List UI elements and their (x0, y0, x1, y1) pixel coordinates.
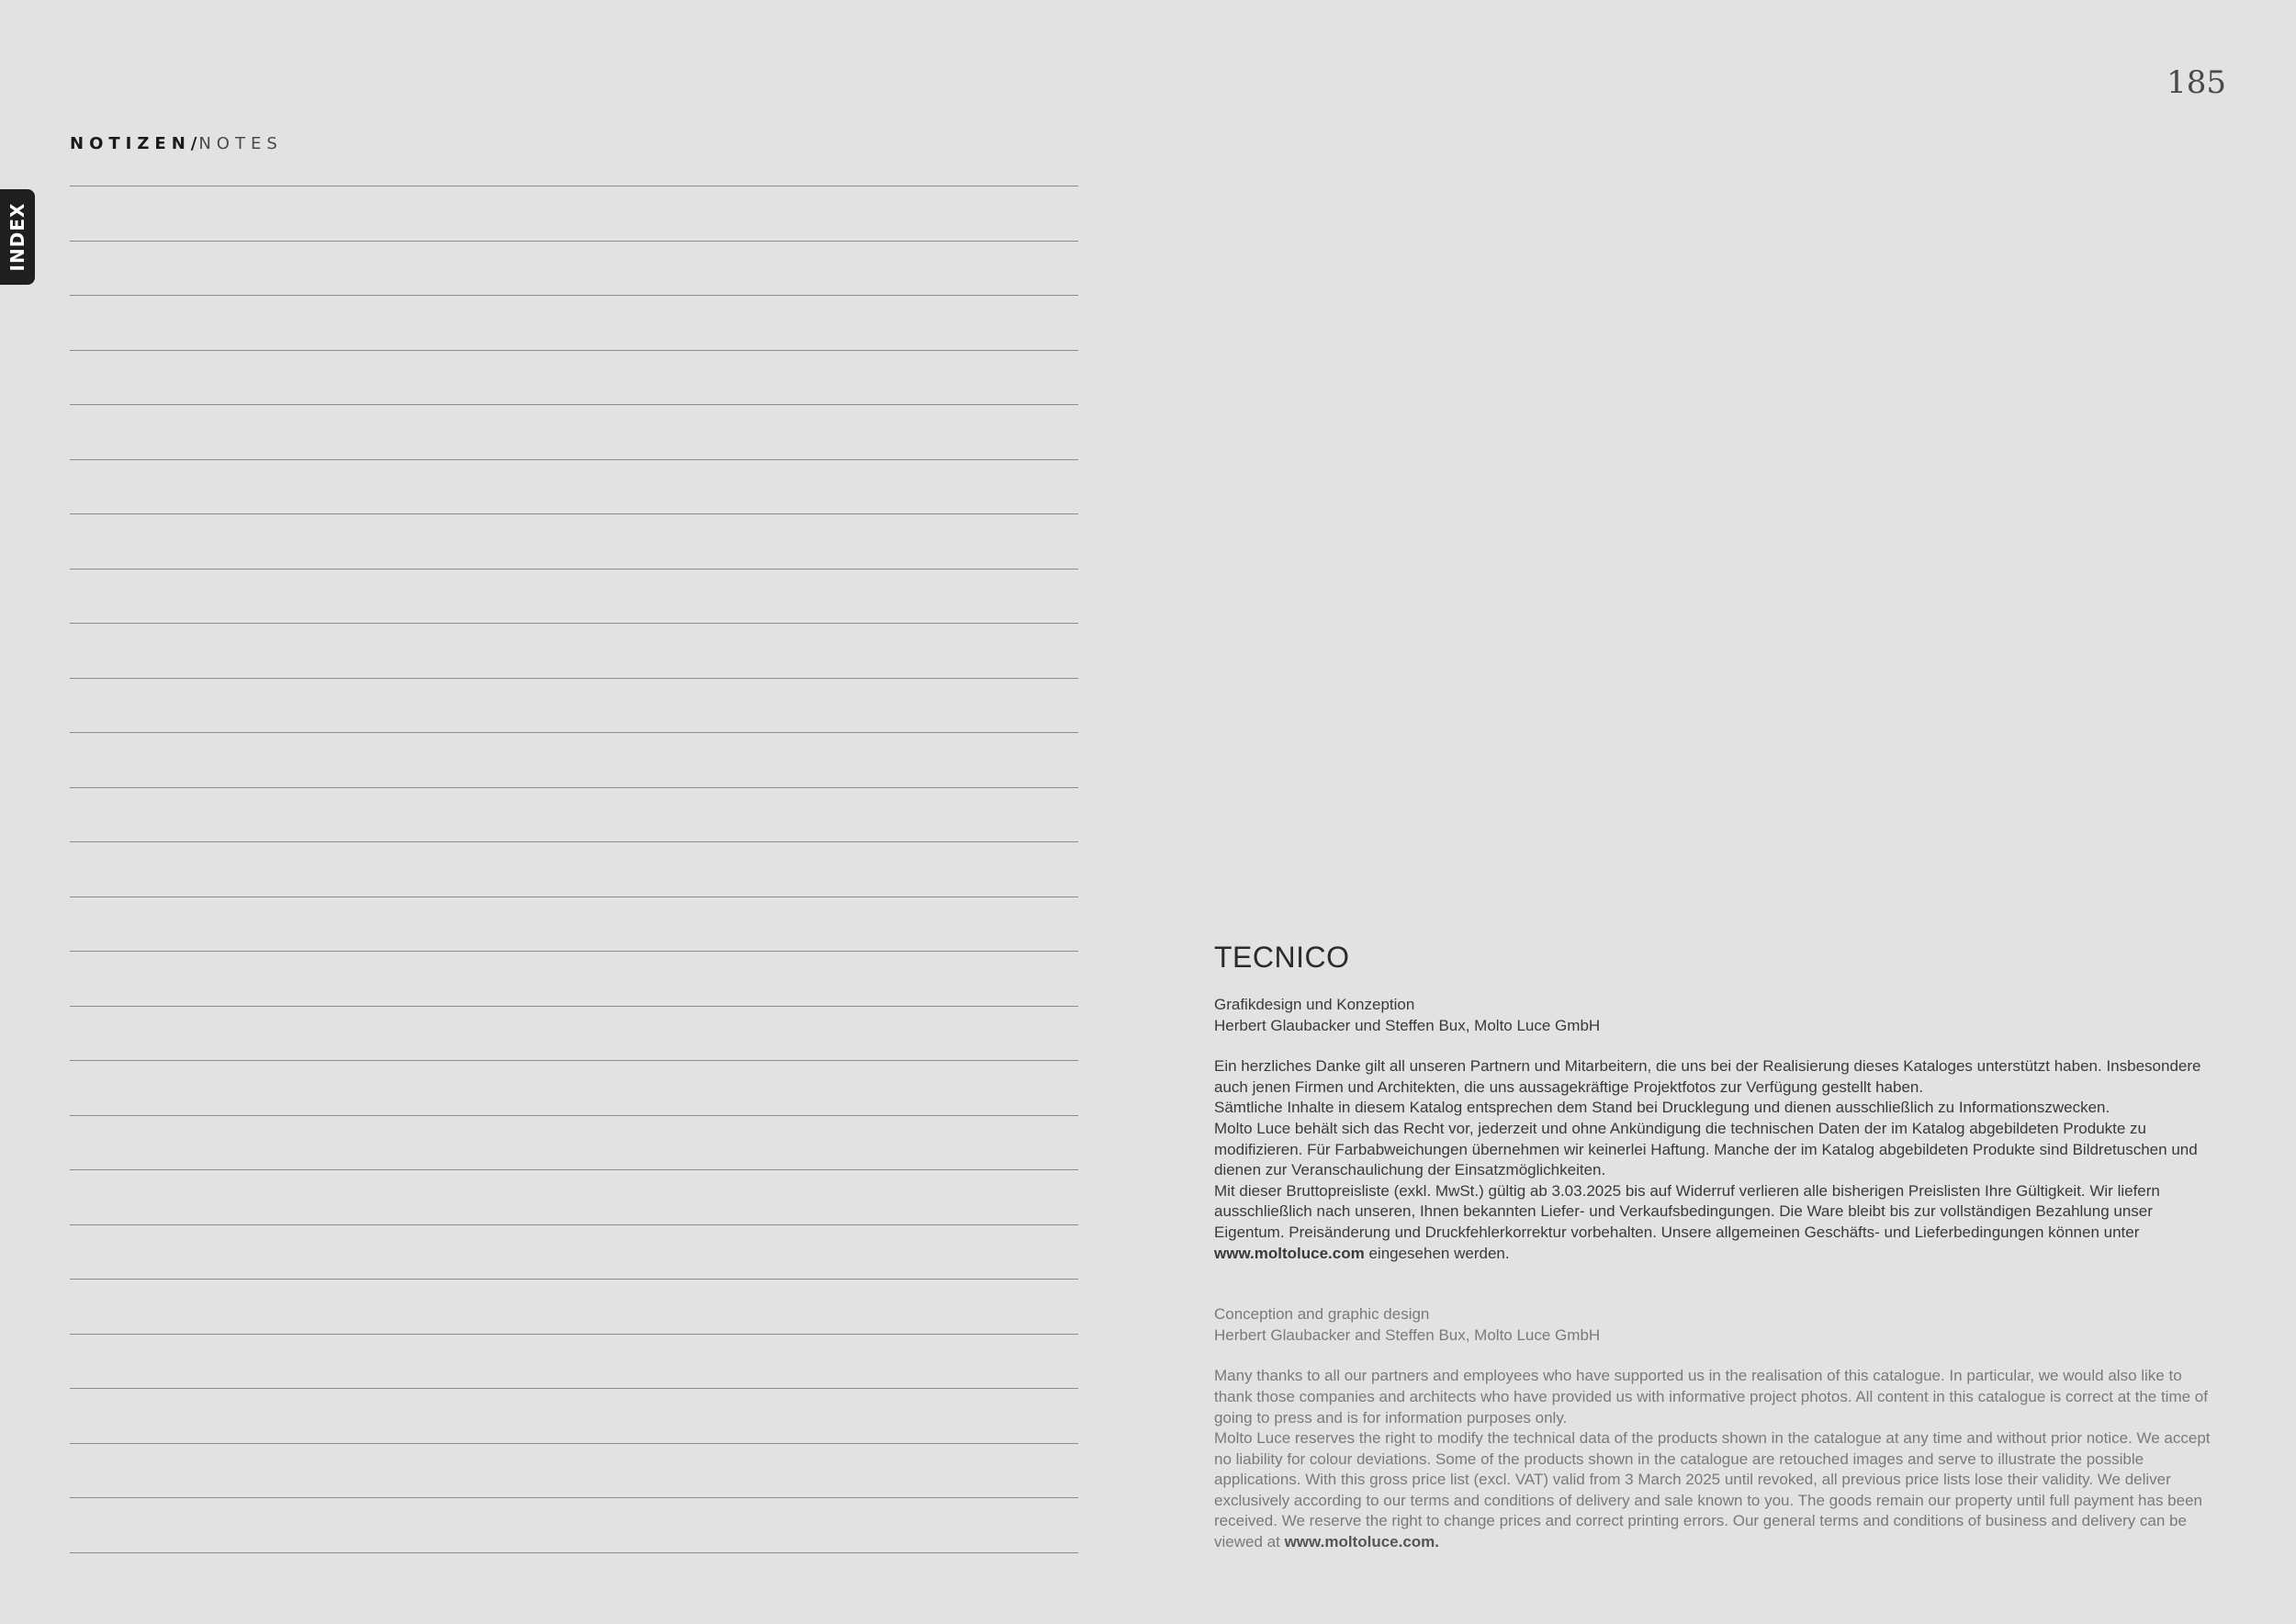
colophon (1214, 941, 2217, 1553)
notes-ruled-line (70, 1224, 1078, 1225)
notes-ruled-line (70, 841, 1078, 842)
notes-ruled-line (70, 787, 1078, 788)
notes-ruled-line (70, 1334, 1078, 1335)
notes-ruled-line (70, 459, 1078, 460)
notes-ruled-line (70, 1497, 1078, 1498)
notes-ruled-line (70, 241, 1078, 242)
notes-ruled-line (70, 1169, 1078, 1170)
colophon-title: TECNICO (1214, 941, 1350, 974)
notes-ruled-line (70, 678, 1078, 679)
body-de-2: Sämtliche Inhalte in diesem Katalog entsprechen dem Stand bei Drucklegung und dienen ausschließlich zu Informationszwecken. (1214, 1099, 2110, 1117)
design-label-en: Conception and graphic design (1214, 1305, 1430, 1324)
notes-ruled-line (70, 295, 1078, 296)
notes-ruled-line (70, 569, 1078, 570)
design-label-de: Grafikdesign und Konzeption (1214, 996, 1415, 1013)
body-de-4-end: eingesehen werden. (1364, 1244, 1510, 1262)
website-link-en[interactable]: www.moltoluce.com. (1284, 1533, 1440, 1551)
body-de-4-text: Mit dieser Bruttopreisliste (exkl. MwSt.) gültig ab 3.03.2025 bis auf Widerruf verlieren alle bisherigen Preislisten Ihre Gültigkeit. Wir liefern ausschließlich nach unseren, Ihnen bekannten Liefer- und Verkaufsbedingungen. Die Ware bleibt bis zur vollständigen Bezahlung unser Eigentum. Preisänderung und Druckfehlerkorrektur vorbehalten. Unsere allgemeinen Geschäfts- und Lieferbedingungen können unter (1214, 1181, 2160, 1241)
body-en-1: Many thanks to all our partners and employees who have supported us in the realisation of this catalogue. In particular, we would also like to thank those companies and architects who have provided us with informative project photos. All content in this catalogue is correct at the time of going to press and is for information purposes only. (1214, 1367, 2208, 1427)
notes-ruled-lines (70, 186, 1078, 1554)
body-de-3: Molto Luce behält sich das Recht vor, jederzeit und ohne Ankündigung die technischen Daten der im Katalog abgebildeten Produkte zu modifizieren. Für Farbabweichungen übernehmen wir keinerlei Haftung. Manche der im Katalog abgebildeten Produkte sind Bildretuschen und dienen zur Veranschaulichung der Einsatzmöglichkeiten. (1214, 1119, 2198, 1179)
notes-ruled-line (70, 951, 1078, 952)
body-de-1: Ein herzliches Danke gilt all unseren Partnern und Mitarbeitern, die uns bei der Realisierung dieses Kataloges unterstützt haben. Insbesondere auch jenen Firmen und Architekten, die uns aussagekräftige Projektfotos zur Verfügung gestellt haben. (1214, 1057, 2201, 1096)
notes-ruled-line (70, 1279, 1078, 1280)
design-credit-en: Herbert Glaubacker and Steffen Bux, Molto Luce GmbH (1214, 1325, 1601, 1344)
notes-heading-separator: / (190, 134, 199, 153)
notes-ruled-line (70, 1006, 1078, 1007)
notes-ruled-line (70, 1060, 1078, 1061)
body-en-2 (1214, 1428, 2217, 1553)
notes-heading-en: NOTES (198, 134, 283, 153)
notes-ruled-line (70, 1552, 1078, 1553)
notes-ruled-line (70, 513, 1078, 514)
body-en-2-text: Molto Luce reserves the right to modify the technical data of the products shown in the catalogue at any time and without prior notice. We accept no liability for colour deviations. Some of the products shown in the catalogue are retouched images and serve to illustrate the possible applications. With this gross price list (excl. VAT) valid from 3 March 2025 until revoked, all previous price lists lose their validity. We deliver exclusively according to our terms and conditions of delivery and sale known to you. The goods remain our property until full payment has been received. We reserve the right to change prices and correct printing errors. Our general terms and conditions of business and delivery can be viewed at (1214, 1429, 2211, 1551)
body-de-4 (1214, 1181, 2217, 1264)
notes-ruled-line (70, 350, 1078, 351)
index-tab[interactable] (0, 189, 35, 285)
design-credit-de: Herbert Glaubacker und Steffen Bux, Molto Luce GmbH (1214, 1016, 1601, 1034)
notes-heading (70, 134, 283, 153)
notes-ruled-line (70, 732, 1078, 733)
website-link-de[interactable]: www.moltoluce.com (1214, 1244, 1365, 1262)
page-number: 185 (2167, 64, 2226, 101)
notes-ruled-line (70, 1443, 1078, 1444)
notes-heading-de: NOTIZEN (70, 134, 191, 153)
notes-ruled-line (70, 623, 1078, 624)
index-tab-label: INDEX (6, 202, 28, 272)
notes-ruled-line (70, 1115, 1078, 1116)
notes-ruled-line (70, 404, 1078, 405)
notes-ruled-line (70, 1388, 1078, 1389)
